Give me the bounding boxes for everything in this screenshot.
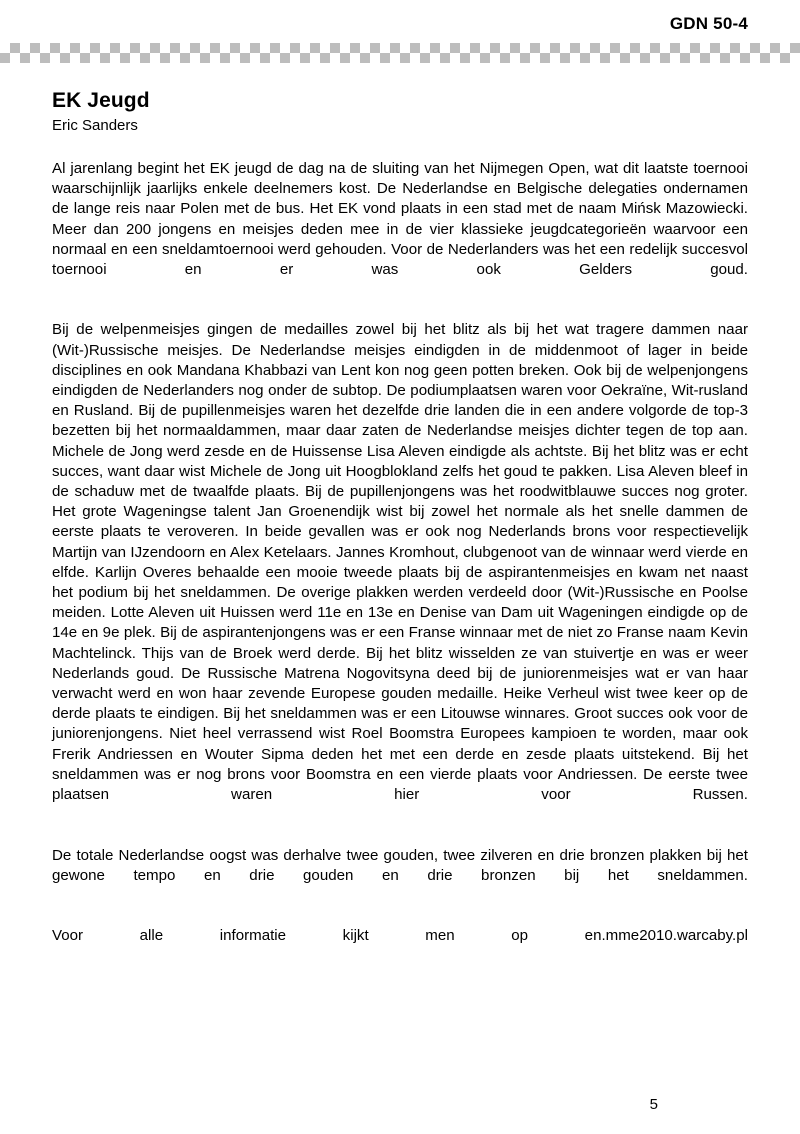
issue-label: GDN 50-4 bbox=[669, 14, 748, 33]
page-footer bbox=[0, 1074, 800, 1134]
page-number: 5 bbox=[649, 1096, 658, 1113]
article-body bbox=[52, 88, 748, 967]
article-paragraph: De totale Nederlandse oogst was derhalve twee gouden, twee zilveren en drie bronzen plakken bij het gewone tempo en drie gouden en drie bronzen bij het sneldammen. bbox=[52, 846, 748, 884]
article-paragraph: Voor alle informatie kijkt men op en.mme2010.warcaby.pl bbox=[52, 927, 748, 945]
page-header bbox=[0, 0, 800, 66]
page-title: EK Jeugd bbox=[52, 89, 150, 112]
article-paragraph: Al jarenlang begint het EK jeugd de dag na de sluiting van het Nijmegen Open, wat dit laatste toernooi waarschijnlijk jaarlijks enkele deelnemers kost. De Nederlandse en Belgische delegaties ondernamen de lange reis naar Polen met de bus. Het EK vond plaats in een stad met de naam Mińsk Mazowiecki. Meer dan 200 jongens en meisjes deden mee in de vier klassieke jeugdcategorieën waarvoor een normaal en een sneldamtoernooi werd gehouden. Voor de Nederlanders was het een redelijk succesvol toernooi en er was ook Gelders goud. bbox=[52, 160, 748, 279]
article-author: Eric Sanders bbox=[52, 117, 138, 134]
checkerboard-band-icon bbox=[0, 43, 800, 63]
article-paragraph: Bij de welpenmeisjes gingen de medailles zowel bij het blitz als bij het wat tragere dammen naar (Wit-)Russische meisjes. De Nederlandse meisjes eindigden in de middenmoot of lager in beide disciplines en ook Mandana Khabbazi van Lent kon nog geen potten breken. Ook bij de welpenjongens eindigden de Nederlanders nog onder de subtop. De podiumplaatsen waren voor Oekraïne, Wit-rusland en Rusland. Bij de pupillenmeisjes waren het dezelfde drie landen die in een andere volgorde de top-3 bezetten bij het normaaldammen, maar daar zaten de Nederlandse meisjes dichter tegen de top aan. Michele de Jong werd zesde en de Huissense Lisa Aleven eindigde als achtste. Bij het blitz was er echt succes, want daar wist Michele de Jong uit Hoogblokland zelfs het goud te pakken. Lisa Aleven bleef in de schaduw met de twaalfde plaats. Bij de pupillenjongens was het roodwitblauwe succes nog groter. Het grote Wageningse talent Jan Groenendijk wist bij zowel het normale als het snelle dammen de eerste plaats te veroveren. In beide gevallen was er ook nog Nederlands brons voor respectievelijk Martijn van IJzendoorn en Alex Ketelaars. Jannes Kromhout, clubgenoot van de winnaar werd vierde en elfde. Karlijn Overes behaalde een mooie tweede plaats bij de aspirantenmeisjes en kwam net naast het podium bij het sneldammen. De overige plakken werden verdeeld door (Wit-)Russische en Poolse meiden. Lotte Aleven uit Huissen werd 11e en 13e en Denise van Dam uit Wageningen eindigde op de 14e en 9e plek. Bij de aspirantenjongens was er een Franse winnaar met de niet zo Franse naam Kevin Machtelinck. Thijs van de Broek werd derde. Bij het blitz wisselden ze van stuivertje en was er weer Nederlands goud. De Russische Matrena Nogovitsyna deed bij de juniorenmeisjes wat er van haar verwacht werd en won haar zevende Europese gouden medaille. Heike Verheul wist twee keer op de derde plaats te eindigen. Bij het sneldammen was er een Litouwse winnares. Groot succes ook voor de juniorenjongens. Niet heel verrassend wist Roel Boomstra Europees kampioen te worden, maar ook Frerik Andriessen en Wouter Sipma deden het met een derde en zesde plaats uitstekend. Bij het sneldammen was er nog brons voor Boomstra en een vierde plaats voor Andriessen. De eerste twee plaatsen waren hier voor Russen. bbox=[52, 321, 748, 804]
